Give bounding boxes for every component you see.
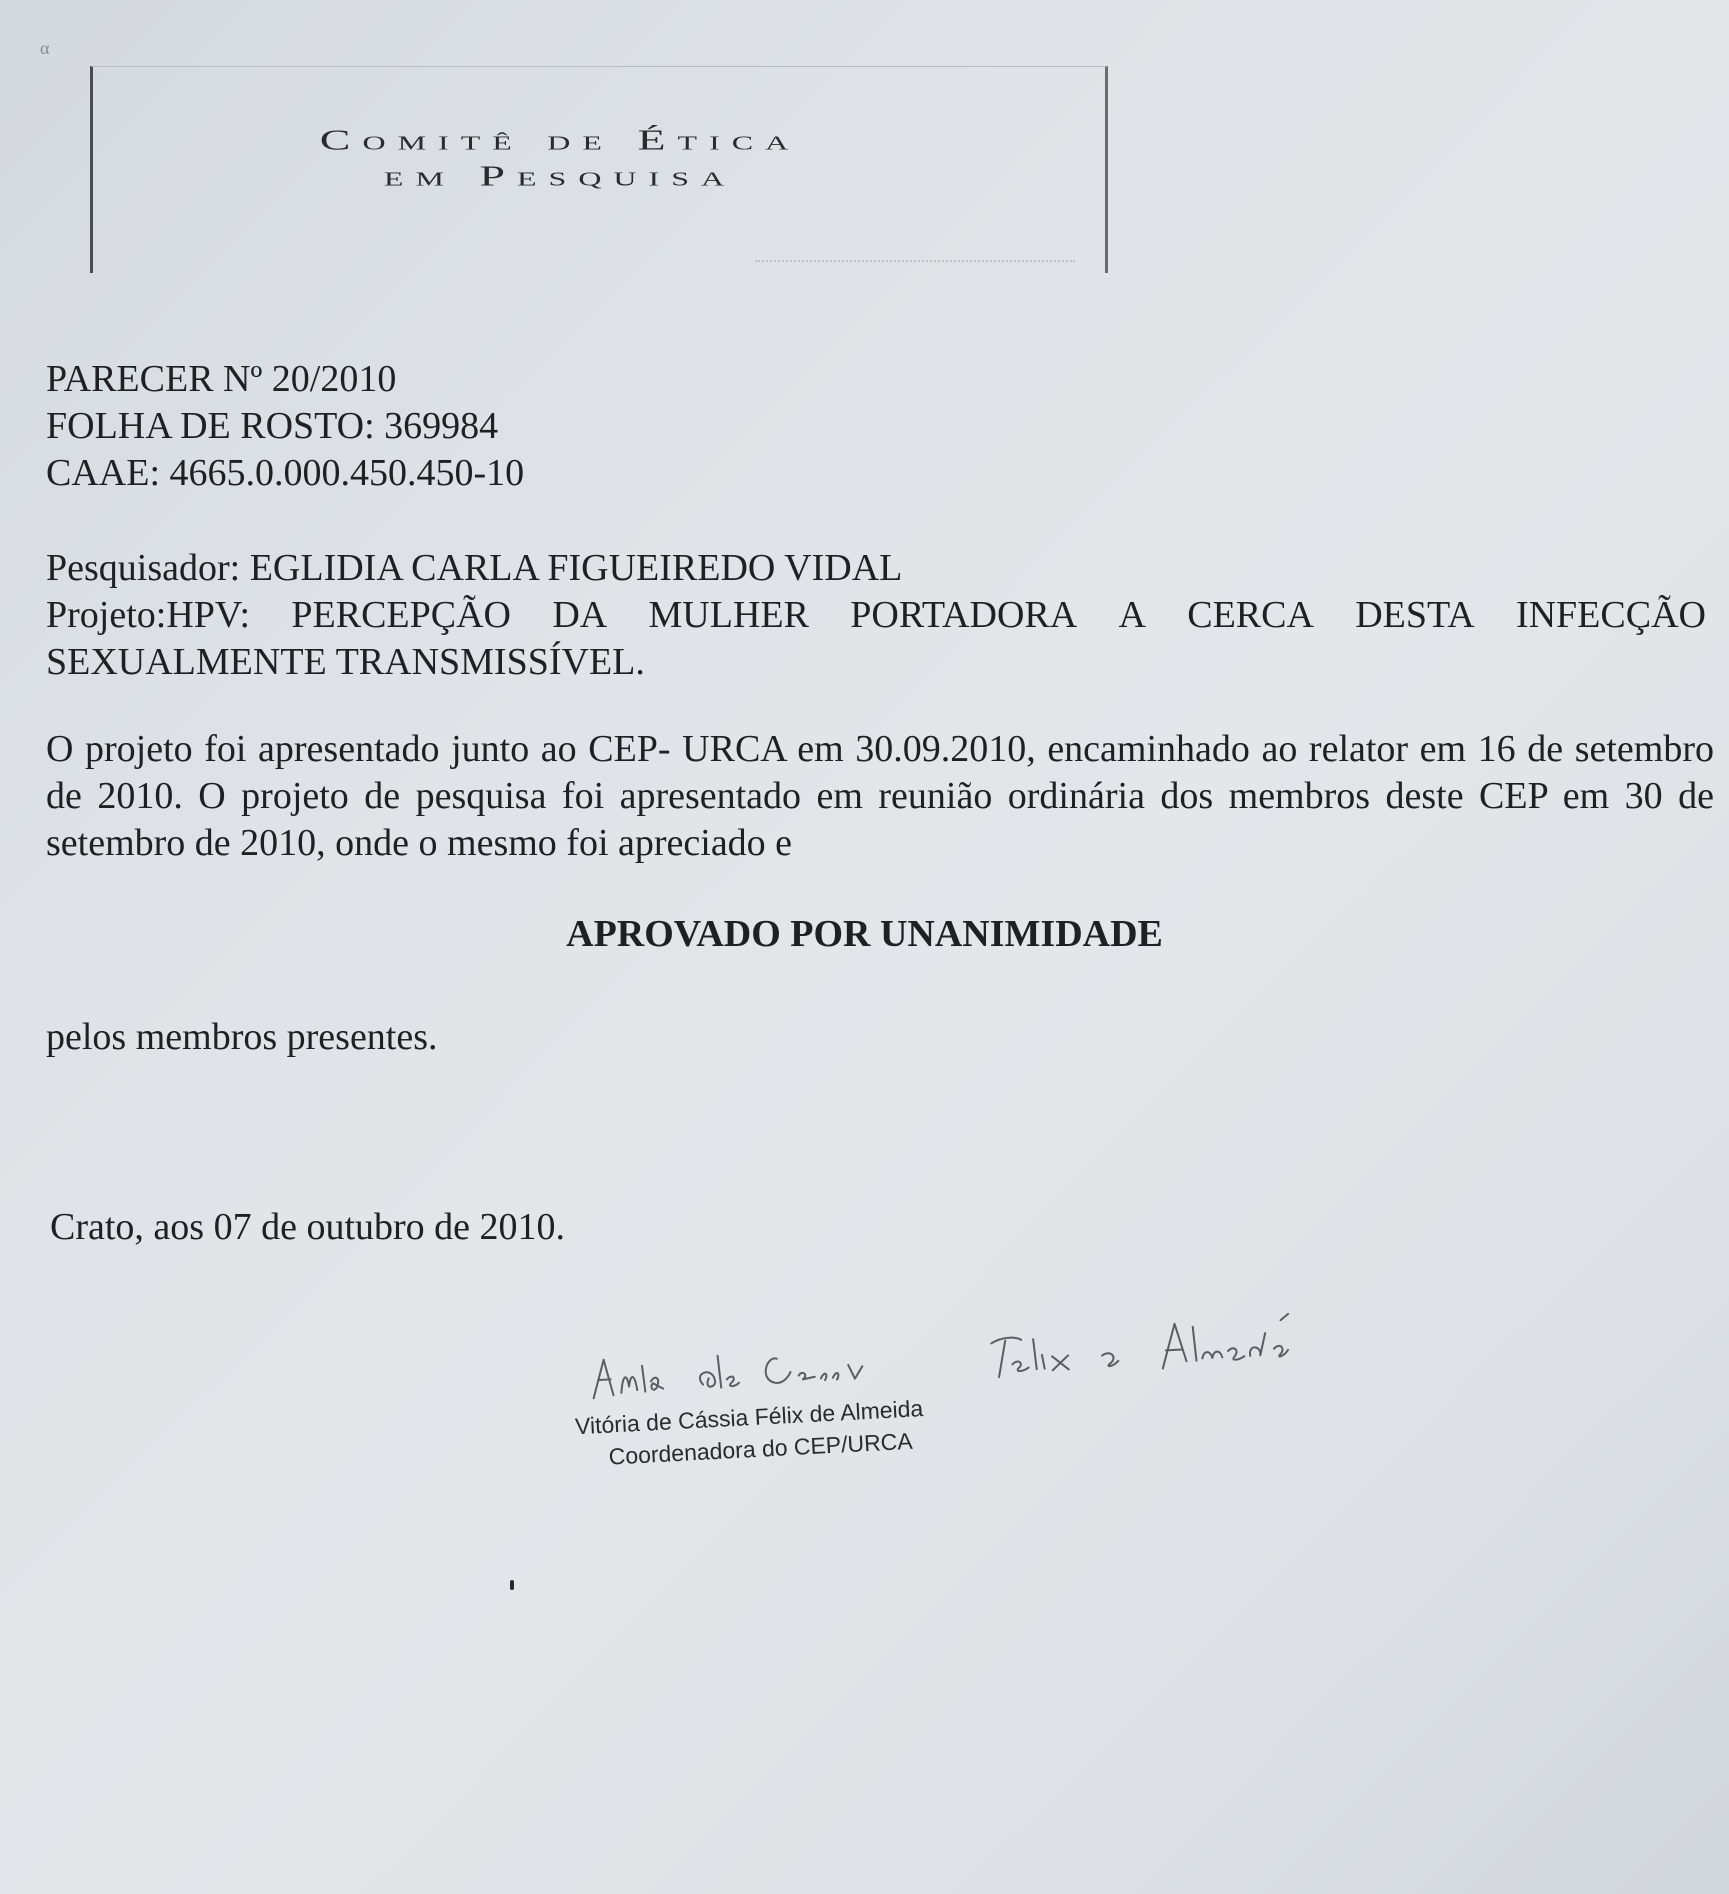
letterhead-title-line1: Comitê de Ética	[319, 123, 801, 156]
project-word: A	[1118, 594, 1146, 636]
parecer-number: PARECER Nº 20/2010	[46, 358, 397, 400]
members-text: pelos membros presentes.	[46, 1016, 438, 1058]
signatory-name: Vitória de Cássia Félix de Almeida	[574, 1395, 924, 1440]
researcher-name: Pesquisador: EGLIDIA CARLA FIGUEIREDO VIDAL	[46, 547, 903, 589]
approval-status: APROVADO POR UNANIMIDADE	[566, 913, 1163, 955]
project-word: INFECÇÃO	[1515, 594, 1706, 636]
project-word: CERCA	[1187, 594, 1314, 636]
project-word: MULHER	[648, 594, 809, 636]
project-word: PERCEPÇÃO	[291, 594, 512, 636]
letterhead-title	[120, 118, 1000, 198]
document-meta	[46, 356, 524, 497]
researcher-block	[46, 545, 1706, 686]
approval-paragraph: O projeto foi apresentado junto ao CEP- URCA em 30.09.2010, encaminhado ao relator em 16 de setembro de 2010. O projeto de pesquisa foi apresentado em reunião ordinária dos membros deste CEP em 30 de setembro de 2010, onde o mesmo foi apreciado e	[46, 728, 1714, 864]
project-word: Projeto:HPV:	[46, 594, 251, 636]
ink-mark	[510, 1580, 514, 1590]
place-date: Crato, aos 07 de outubro de 2010.	[50, 1206, 566, 1248]
project-word: DESTA	[1355, 594, 1475, 636]
project-title-line1	[46, 592, 1706, 639]
corner-mark: α	[40, 38, 50, 58]
signatory-role: Coordenadora do CEP/URCA	[608, 1427, 914, 1470]
project-word: PORTADORA	[850, 594, 1078, 636]
letterhead-title-line2: em Pesquisa	[383, 159, 737, 192]
project-word: DA	[552, 594, 608, 636]
folha-de-rosto: FOLHA DE ROSTO: 369984	[46, 405, 499, 447]
letterhead-faint-text	[230, 80, 530, 94]
caae-code: CAAE: 4665.0.000.450.450-10	[46, 452, 525, 494]
signature-block	[560, 1287, 1388, 1510]
handwritten-signature	[560, 1287, 1384, 1420]
project-title-line2: SEXUALMENTE TRANSMISSÍVEL.	[46, 641, 645, 683]
letterhead-faint-line	[755, 246, 1075, 262]
